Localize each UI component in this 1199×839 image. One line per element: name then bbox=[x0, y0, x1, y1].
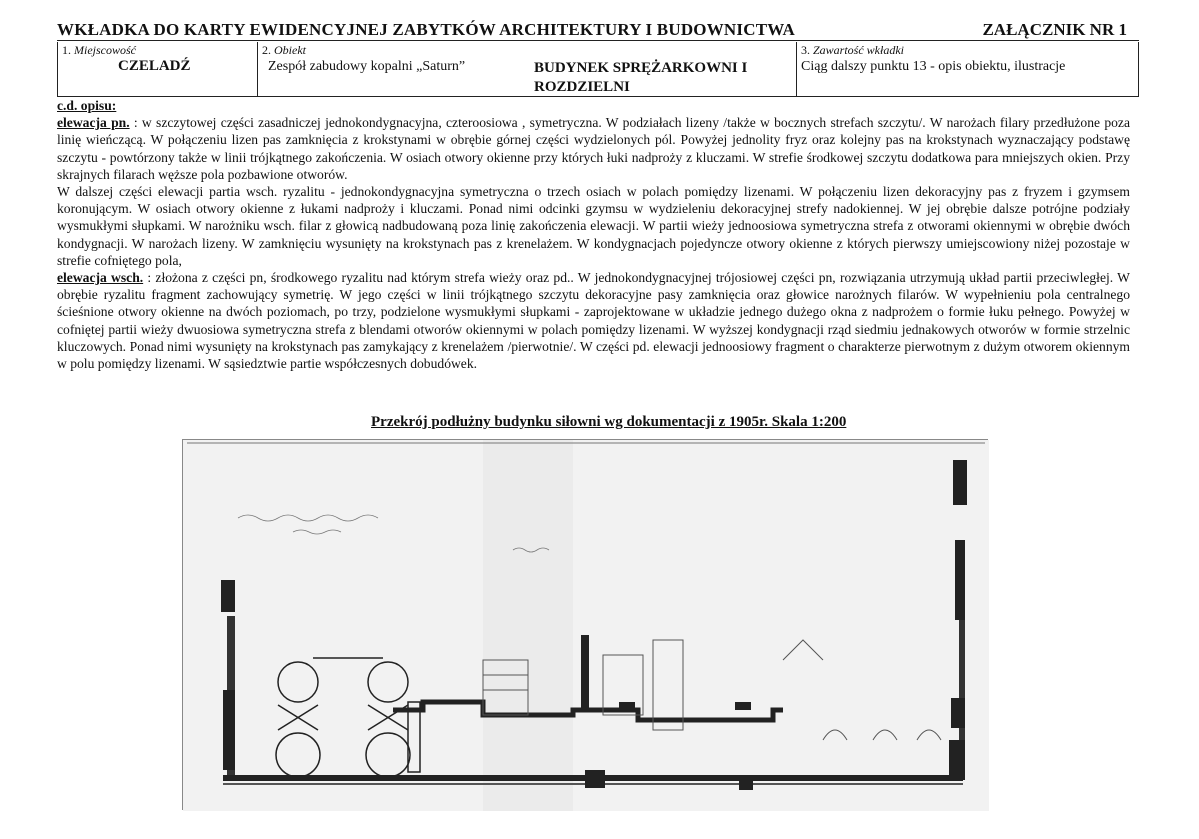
annex-number: ZAŁĄCZNIK NR 1 bbox=[982, 20, 1127, 39]
continuation-heading: c.d. opisu: bbox=[57, 98, 117, 113]
document-title: WKŁADKA DO KARTY EWIDENCYJNEJ ZABYTKÓW ARCHITEKTURY I BUDOWNICTWA bbox=[57, 20, 796, 39]
north-elevation-text: : w szczytowej części zasadniczej jednokondygnacyjna, czteroosiowa , symetryczna. W podziałach lizeny /także w bocznych strefach szczytu/. W narożach filary przedłużone poza linię wieńczącą. W połączeniu lizen pas zamknięcia z krokstynami w obrębie górnej części wydzielonych pól. Powyżej jednolity fryz oraz kolejny pas na krokstynach wyznaczający podstawę szczytu - powtórzony także w linii trójkątnego zakończenia. W osiach otwory okienne przy których łuki nadproży z kluczami. W strefie środkowej szczytu dodatkowa para mniejszych okien. Przy skrajnych filarach węższe pola pozbawione otworów. bbox=[57, 115, 1130, 182]
east-elevation-heading: elewacja wsch. bbox=[57, 270, 144, 286]
document-header bbox=[57, 20, 1139, 42]
content-value: Ciąg dalszy punktu 13 - opis obiektu, ilustracje bbox=[801, 59, 1066, 74]
header-rule bbox=[57, 40, 1139, 41]
town-value: CZELADŹ bbox=[118, 58, 191, 74]
content-cell bbox=[797, 42, 1139, 96]
section-drawing-image bbox=[183, 440, 989, 811]
paragraph-east-elevation bbox=[57, 269, 1130, 372]
building-name: BUDYNEK SPRĘŻARKOWNI I ROZDZIELNI bbox=[534, 60, 748, 95]
metadata-table bbox=[57, 42, 1139, 96]
north-elevation-heading: elewacja pn. bbox=[57, 115, 130, 131]
object-cell bbox=[258, 42, 797, 96]
object-label: 2. Obiekt bbox=[262, 43, 306, 57]
town-cell bbox=[57, 42, 258, 96]
figure-caption: Przekrój podłużny budynku siłowni wg dokumentacji z 1905r. Skala 1:200 bbox=[371, 414, 847, 430]
town-label: 1. Miejscowość bbox=[62, 43, 136, 57]
section-drawing bbox=[182, 439, 988, 810]
description-text bbox=[57, 97, 1130, 372]
east-elevation-text: : złożona z części pn, środkowego ryzalitu nad którym strefa wieży oraz pd.. W jednokondygnacyjnej trójosiowej części pn, rozwiązania utrzymują układ partii przeciwległej. W obrębie ryzalitu fragment zachowujący symetrię. W jego części w linii trójkątnego szczytu dekoracyjne pasy zamknięcia oraz głowice narożnych filarów. W wypełnieniu pola centralnego ścieśnione otwory okienne na dwóch poziomach, po trzy, podzielone wysmukłymi słupkami - zaprojektowane w układzie jednego dużego okna z nadprożem o formie łuku pełnego. Powyżej w cofniętej partii wieży dwuosiowa symetryczna strefa z blendami otworów okiennymi w polach pomiędzy lizenami. W wyższej kondygnacji rząd siedmiu jednakowych otworów w formie strzelnic kluczowych. Ponad nimi wysunięty na krokstynach pas zamykający z krenelażem /pierwotnie/. W części pd. elewacji jednoosiowy fragment o charakterze pierwotnym z dużym otworem okiennym w polu pomiędzy lizenami. W sąsiedztwie partie współczesnych dobudówek. bbox=[57, 270, 1130, 372]
paragraph-east-risalit: W dalszej części elewacji partia wsch. ryzalitu - jednokondygnacyjna symetryczna o trzech osiach w polach pomiędzy lizenami. W połączeniu lizen dekoracyjny pas z fryzem i gzymsem koronującym. W osiach otwory okienne z łukami nadproży i kluczami. Ponad nimi odcinki gzymsu w wydzieleniu dekoracyjnej strefy nadokiennej. W jej obrębie dalsze potrójne podziały wysmukłymi słupkami. W narożniku wsch. filar z głowicą nadbudowaną poza linię zakończenia elewacji. W partii wieży jednoosiowa symetryczna strefa z otworami okiennymi w obrębie dwóch kondygnacji. W narożach lizeny. W zamknięciu wysunięty na krokstynach pas z krenelażem. W kondygnacjach pojedyncze otwory okienne z których pierwszy umiejscowiony niżej pozostaje w strefie cofniętego pola, bbox=[57, 184, 1130, 268]
object-value: Zespół zabudowy kopalni „Saturn” bbox=[268, 59, 466, 74]
paragraph-north-elevation bbox=[57, 114, 1130, 183]
content-label: 3. Zawartość wkładki bbox=[801, 43, 905, 57]
